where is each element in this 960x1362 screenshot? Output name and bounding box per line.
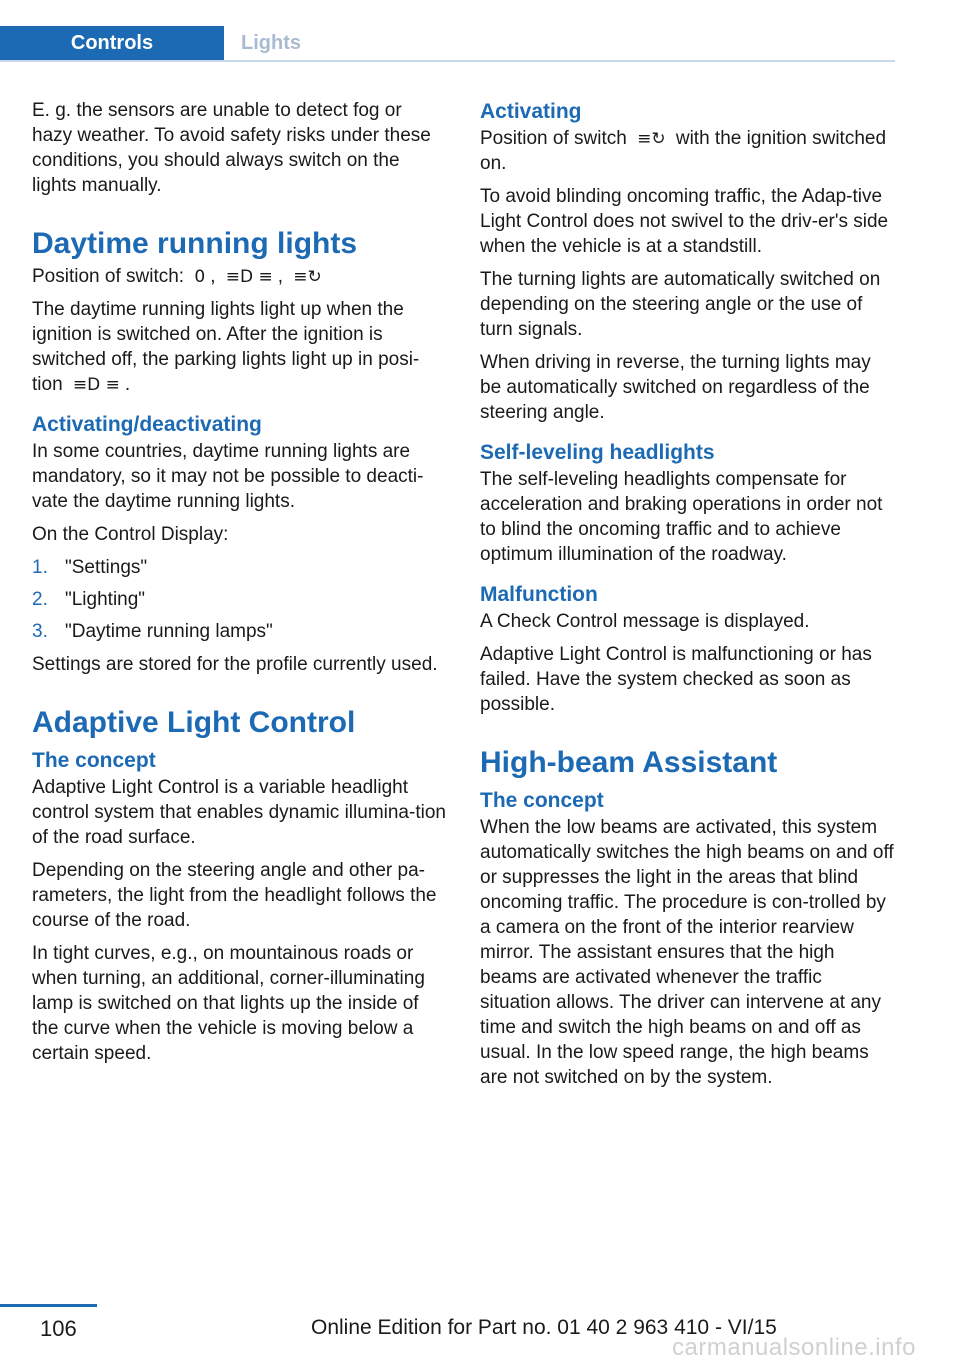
- list-item: [32, 587, 447, 612]
- step-text: "Settings": [65, 557, 148, 578]
- drl-activating-paragraph: In some countries, daytime running lights are mandatory, so it may not be possible to deacti-vate the daytime running lights.: [32, 441, 424, 512]
- malfunction-heading: Malfunction: [480, 583, 598, 606]
- drl-activating-heading: Activating/deactivating: [32, 413, 262, 436]
- step-number: 2.: [32, 589, 48, 610]
- parking-lights-switch-icon: ≡D ≡: [225, 267, 273, 287]
- settings-steps-list: [32, 555, 447, 644]
- running-header: [0, 26, 895, 62]
- settings-note: Settings are stored for the profile currently used.: [32, 654, 438, 675]
- edition-info: Online Edition for Part no. 01 40 2 963 410 - VI/15: [311, 1316, 777, 1339]
- hba-heading: High-beam Assistant: [480, 746, 778, 779]
- intro-paragraph: E. g. the sensors are unable to detect fog or hazy weather. To avoid safety risks under these conditions, you should always switch on the lights manually.: [32, 100, 431, 196]
- alc-paragraph-3: In tight curves, e.g., on mountainous roads or when turning, an additional, corner-illuminating lamp is switched on that lights up the inside of the curve when the vehicle is moving below a certain speed.: [32, 943, 425, 1064]
- step-number: 1.: [32, 557, 48, 578]
- self-leveling-heading: Self-leveling headlights: [480, 441, 715, 464]
- left-column: [32, 98, 447, 1074]
- watermark: carmanualsonline.info: [672, 1334, 916, 1361]
- lights-off-switch-icon: 0: [194, 267, 206, 287]
- activating-text-before: Position of switch: [480, 128, 627, 149]
- separator: ,: [277, 266, 284, 287]
- malfunction-paragraph-1: A Check Control message is displayed.: [480, 611, 810, 632]
- activating-paragraph-4: When driving in reverse, the turning lights may be automatically switched on regardless of the steering angle.: [480, 352, 871, 423]
- separator: ,: [210, 266, 216, 287]
- parking-lights-switch-icon: ≡D ≡: [72, 375, 120, 395]
- self-leveling-paragraph: The self-leveling headlights compensate for acceleration and braking operations in order not to blind the oncoming traffic and to achieve optimum illumination of the roadway.: [480, 469, 883, 565]
- list-item: [32, 555, 447, 580]
- auto-headlight-switch-icon: ≡↻: [637, 129, 666, 149]
- activating-heading: Activating: [480, 100, 582, 123]
- period: .: [124, 374, 131, 395]
- header-subsection-tab[interactable]: Lights: [241, 31, 301, 54]
- activating-paragraph-2: To avoid blinding oncoming traffic, the Adap-tive Light Control does not swivel to the driv-er's side when the vehicle is at a standstill.: [480, 186, 889, 257]
- footer-rule: [0, 1304, 97, 1307]
- step-text: "Daytime running lamps": [65, 621, 273, 642]
- drl-switch-positions: [32, 264, 447, 289]
- activating-paragraph-1: [480, 126, 895, 176]
- alc-concept-heading: The concept: [32, 749, 156, 772]
- alc-paragraph-2: Depending on the steering angle and other pa-rameters, the light from the headlight follows the course of the road.: [32, 860, 437, 931]
- malfunction-paragraph-2: Adaptive Light Control is malfunctioning or has failed. Have the system checked as soon as possible.: [480, 644, 872, 715]
- drl-description: [32, 297, 447, 397]
- activating-text-after: with the ignition switched on.: [480, 128, 887, 174]
- alc-paragraph-1: Adaptive Light Control is a variable headlight control system that enables dynamic illumina-tion of the road surface.: [32, 777, 446, 848]
- step-number: 3.: [32, 621, 48, 642]
- page-number: 106: [40, 1316, 77, 1341]
- drl-heading: Daytime running lights: [32, 227, 358, 260]
- header-section-tab[interactable]: Controls: [0, 26, 224, 60]
- list-item: [32, 619, 447, 644]
- hba-concept-heading: The concept: [480, 789, 604, 812]
- right-column: [480, 98, 895, 1098]
- header-rule: [0, 60, 895, 62]
- step-text: "Lighting": [65, 589, 146, 610]
- auto-headlight-switch-icon: ≡↻: [293, 267, 322, 287]
- activating-paragraph-3: The turning lights are automatically switched on depending on the steering angle or the use of turn signals.: [480, 269, 881, 340]
- drl-description-text: The daytime running lights light up when the ignition is switched on. After the ignition is switched off, the parking lights light up in posi-tion: [32, 299, 420, 395]
- alc-heading: Adaptive Light Control: [32, 706, 356, 739]
- control-display-intro: On the Control Display:: [32, 524, 229, 545]
- drl-switch-prefix: Position of switch:: [32, 266, 185, 287]
- hba-paragraph: When the low beams are activated, this system automatically switches the high beams on and off or suppresses the light in the areas that blind oncoming traffic. The procedure is con-trolled by a camera on the front of the interior rearview mirror. The assistant ensures that the high beams are activated whenever the traffic situation allows. The driver can intervene at any time and switch the high beams on and off as usual. In the low speed range, the high beams are not switched on by the system.: [480, 817, 894, 1088]
